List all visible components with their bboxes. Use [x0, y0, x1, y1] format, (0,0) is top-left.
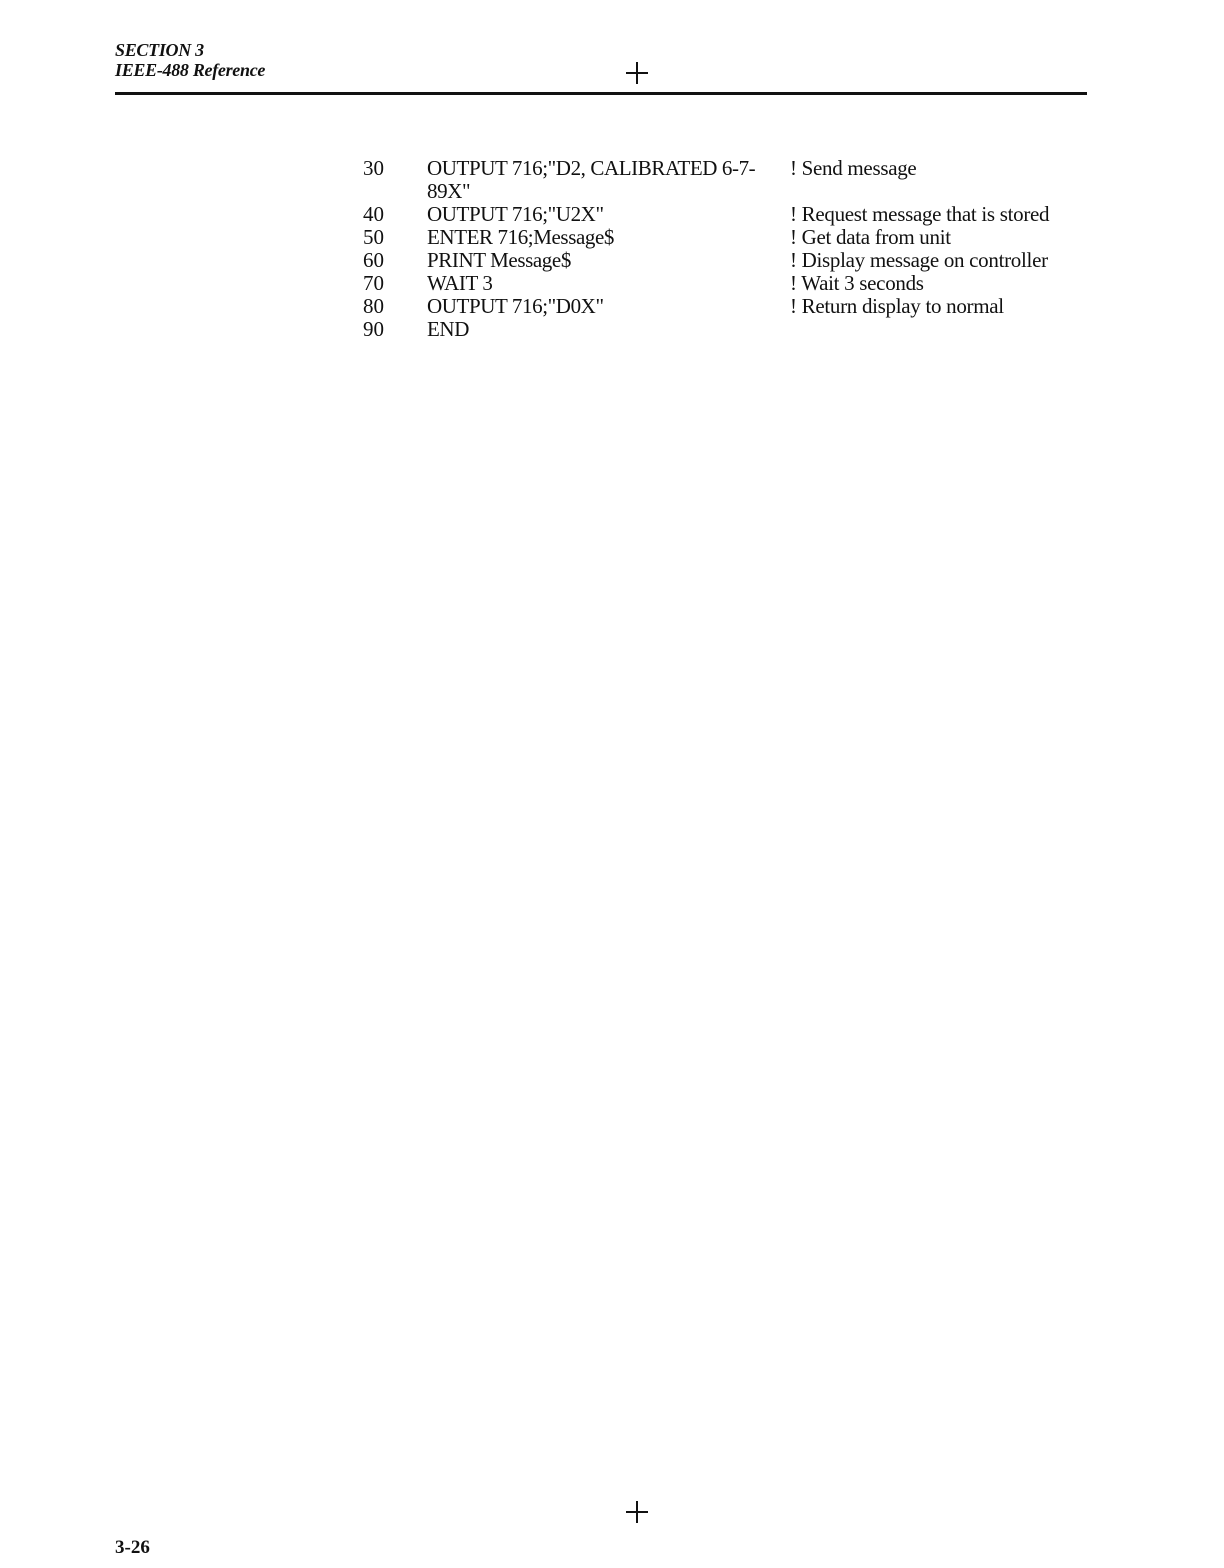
- registration-mark-top-icon: [626, 62, 648, 84]
- code-statement: WAIT 3: [427, 271, 493, 295]
- program-listing: [0, 157, 1224, 341]
- code-comment: ! Send message: [790, 156, 917, 180]
- code-comment: ! Wait 3 seconds: [790, 271, 924, 295]
- program-line: [0, 272, 1224, 295]
- program-line: [0, 295, 1224, 318]
- program-line: [0, 203, 1224, 226]
- code-comment: ! Display message on controller: [790, 248, 1048, 272]
- code-comment: ! Get data from unit: [790, 225, 951, 249]
- program-line: [0, 157, 1224, 203]
- running-header: [115, 40, 265, 80]
- line-number: 30: [363, 156, 384, 180]
- code-statement: ENTER 716;Message$: [427, 225, 615, 249]
- program-line: [0, 318, 1224, 341]
- code-statement: OUTPUT 716;"D0X": [427, 294, 604, 318]
- line-number: 90: [363, 317, 384, 341]
- code-statement: END: [427, 317, 469, 341]
- code-statement: PRINT Message$: [427, 248, 571, 272]
- line-number: 50: [363, 225, 384, 249]
- section-subtitle: IEEE-488 Reference: [115, 60, 266, 80]
- program-line: [0, 249, 1224, 272]
- page-number: 3-26: [115, 1537, 150, 1558]
- code-comment: ! Return display to normal: [790, 294, 1004, 318]
- registration-mark-bottom-icon: [626, 1501, 648, 1523]
- line-number: 70: [363, 271, 384, 295]
- header-rule: [115, 92, 1087, 95]
- program-line: [0, 226, 1224, 249]
- line-number: 60: [363, 248, 384, 272]
- section-title: SECTION 3: [115, 40, 204, 60]
- code-statement: OUTPUT 716;"U2X": [427, 202, 604, 226]
- line-number: 40: [363, 202, 384, 226]
- code-statement: OUTPUT 716;"D2, CALIBRATED 6-7-89X": [427, 156, 756, 203]
- line-number: 80: [363, 294, 384, 318]
- code-comment: ! Request message that is stored: [790, 202, 1050, 226]
